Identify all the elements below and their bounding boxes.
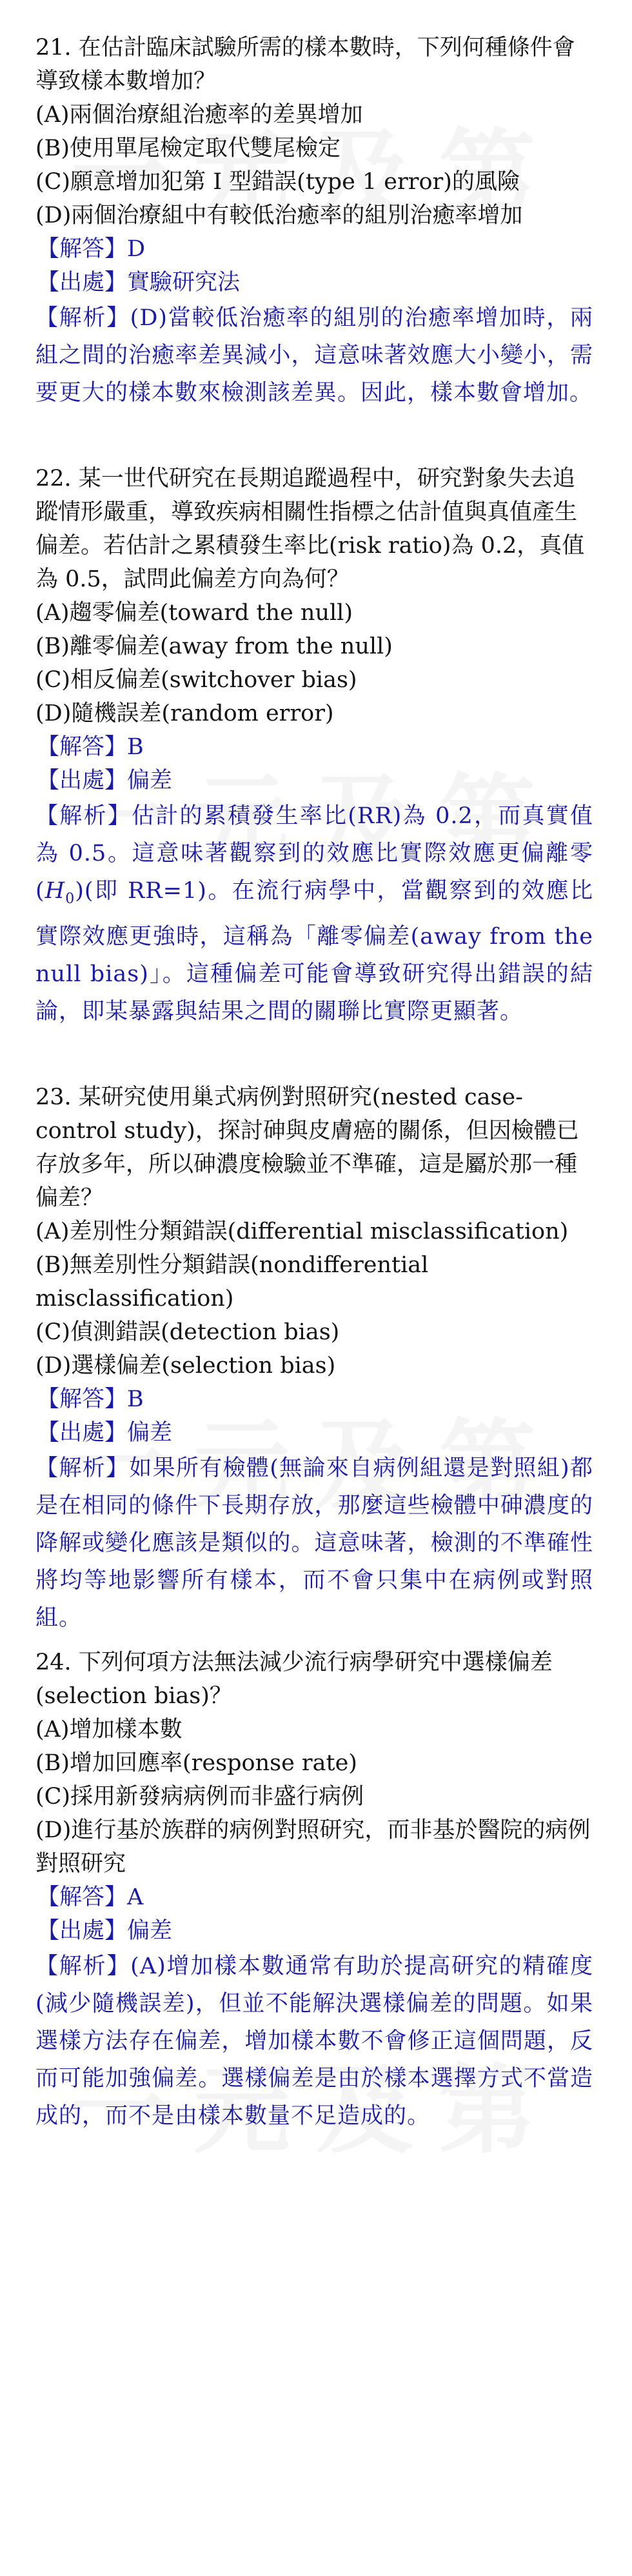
source-label: 【出處】偏差 bbox=[37, 1918, 173, 1944]
answer-label: 【解答】D bbox=[37, 236, 146, 262]
h-symbol: H bbox=[44, 878, 66, 904]
question-text: 21. 在估計臨床試驗所需的樣本數時，下列何種條件會導致樣本數增加？ bbox=[35, 35, 575, 94]
analysis-text: 【解析】(A)增加樣本數通常有助於提高研究的精確度(減少隨機誤差)，但並不能解決選樣偏差的問題。如果選樣方法存在偏差，增加樣本數不會修正這個問題，反而可能加強偏差。選樣偏差是由於樣本選擇方式不當造成的，而不是由樣本數量不足造成的。 bbox=[35, 1953, 593, 2129]
option-a: (A)兩個治療組治癒率的差異增加 bbox=[35, 102, 363, 128]
h-subscript: 0 bbox=[65, 891, 75, 907]
option-a: (A)趨零偏差(toward the null) bbox=[35, 600, 353, 626]
question-21 bbox=[35, 31, 593, 412]
option-c: (C)偵測錯誤(detection bias) bbox=[35, 1319, 340, 1345]
source-label: 【出處】偏差 bbox=[37, 1420, 173, 1446]
option-b: (B)使用單尾檢定取代雙尾檢定 bbox=[35, 135, 341, 161]
question-24 bbox=[35, 1646, 593, 2135]
answer-label: 【解答】B bbox=[37, 734, 144, 760]
option-a: (A)差別性分類錯誤(differential misclassification) bbox=[35, 1219, 569, 1244]
source-label: 【出處】偏差 bbox=[37, 768, 173, 794]
option-d: (D)隨機誤差(random error) bbox=[35, 701, 334, 726]
option-b: (B)增加回應率(response rate) bbox=[35, 1750, 357, 1776]
answer-label: 【解答】A bbox=[37, 1884, 144, 1910]
question-23 bbox=[35, 1081, 593, 1637]
question-text: 23. 某研究使用巢式病例對照研究(nested case-control study)，探討砷與皮膚癌的關係，但因檢體已存放多年，所以砷濃度檢驗並不準確，這是屬於那一種偏差？ bbox=[35, 1084, 579, 1211]
option-d: (D)兩個治療組中有較低治癒率的組別治癒率增加 bbox=[35, 203, 523, 228]
option-c: (C)願意增加犯第 I 型錯誤(type 1 error)的風險 bbox=[35, 169, 520, 195]
analysis-post: )(即 RR=1)。在流行病學中，當觀察到的效應比實際效應更強時，這稱為「離零偏差(away from the null bias)」。這種偏差可能會導致研究得出錯誤的結論，即某暴露與結果之間的關聯比實際更顯著。 bbox=[35, 878, 593, 1024]
question-text: 24. 下列何項方法無法減少流行病學研究中選樣偏差(selection bias)？ bbox=[35, 1650, 553, 1709]
analysis-text: 【解析】如果所有檢體(無論來自病例組還是對照組)都是在相同的條件下長期存放，那麼這些檢體中砷濃度的降解或變化應該是類似的。這意味著，檢測的不準確性將均等地影響所有樣本，而不會只集中在病例或對照組。 bbox=[35, 1455, 593, 1631]
option-b: (B)無差別性分類錯誤(nondifferential misclassification) bbox=[35, 1252, 429, 1312]
answer-label: 【解答】B bbox=[37, 1386, 144, 1412]
option-a: (A)增加樣本數 bbox=[35, 1717, 183, 1742]
option-d: (D)進行基於族群的病例對照研究，而非基於醫院的病例對照研究 bbox=[35, 1817, 591, 1877]
option-d: (D)選樣偏差(selection bias) bbox=[35, 1353, 336, 1379]
option-b: (B)離零偏差(away from the null) bbox=[35, 634, 393, 659]
source-label: 【出處】實驗研究法 bbox=[37, 270, 241, 295]
option-c: (C)相反偏差(switchover bias) bbox=[35, 667, 357, 693]
analysis-text bbox=[35, 797, 593, 1030]
option-c: (C)採用新發病病例而非盛行病例 bbox=[35, 1784, 364, 1810]
question-text: 22. 某一世代研究在長期追蹤過程中，研究對象失去追蹤情形嚴重，導致疾病相關性指標之估計值與真值產生偏差。若估計之累積發生率比(risk ratio)為 0.2，真值為 0.5，試問此偏差方向為何？ bbox=[35, 466, 585, 592]
question-22 bbox=[35, 462, 593, 1030]
analysis-text: 【解析】(D)當較低治癒率的組別的治癒率增加時，兩組之間的治癒率差異減小，這意味著效應大小變小，需要更大的樣本數來檢測該差異。因此，樣本數會增加。 bbox=[35, 305, 593, 406]
analysis-pre: 【解析】估計的累積發生率比(RR)為 0.2，而真實值為 0.5。這意味著觀察到的效應比實際效應更偏離零( bbox=[35, 803, 593, 904]
